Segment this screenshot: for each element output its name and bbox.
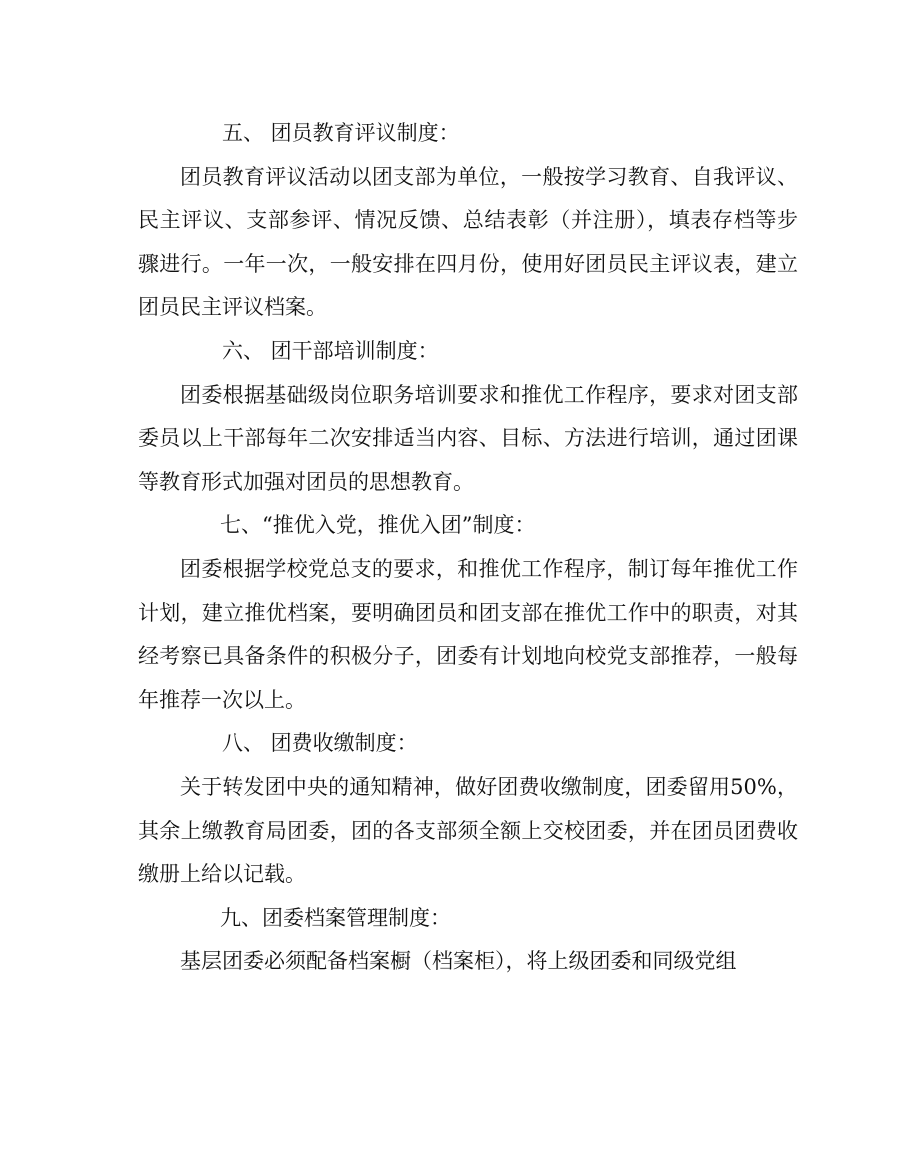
section-paragraph-6: 团委根据基础级岗位职务培训要求和推优工作程序，要求对团支部委员以上干部每年二次安排适当内容、目标、方法进行培训，通过团课等教育形式加强对团员的思想教育。 <box>138 382 798 494</box>
section-heading-7: 七、“推优入党，推优入团”制度： <box>220 513 536 538</box>
section-heading-9: 九、团委档案管理制度： <box>220 905 451 930</box>
section-heading-8: 八、 团费收缴制度： <box>222 731 418 756</box>
section-paragraph-9: 基层团委必须配备档案橱（档案柜），将上级团委和同级党组 <box>180 949 737 974</box>
section-paragraph-7: 团委根据学校党总支的要求，和推优工作程序，制订每年推优工作计划，建立推优档案，要明确团员和团支部在推优工作中的职责，对其经考察已具备条件的积极分子，团委有计划地向校党支部推荐，一般每年推荐一次以上。 <box>138 556 798 712</box>
section-heading-5: 五、 团员教育评议制度： <box>222 121 460 145</box>
section-heading-6: 六、 团干部培训制度： <box>222 338 439 363</box>
section-paragraph-8: 关于转发团中央的通知精神，做好团费收缴制度，团委留用50%，其余上缴教育局团委，团的各支部须全额上交校团委，并在团员团费收缴册上给以记载。 <box>138 774 798 887</box>
section-paragraph-5: 团员教育评议活动以团支部为单位，一般按学习教育、自我评议、民主评议、支部参评、情况反馈、总结表彰（并注册），填表存档等步骤进行。一年一次，一般安排在四月份，使用好团员民主评议表，建立团员民主评议档案。 <box>138 164 798 320</box>
document-body <box>138 112 798 984</box>
